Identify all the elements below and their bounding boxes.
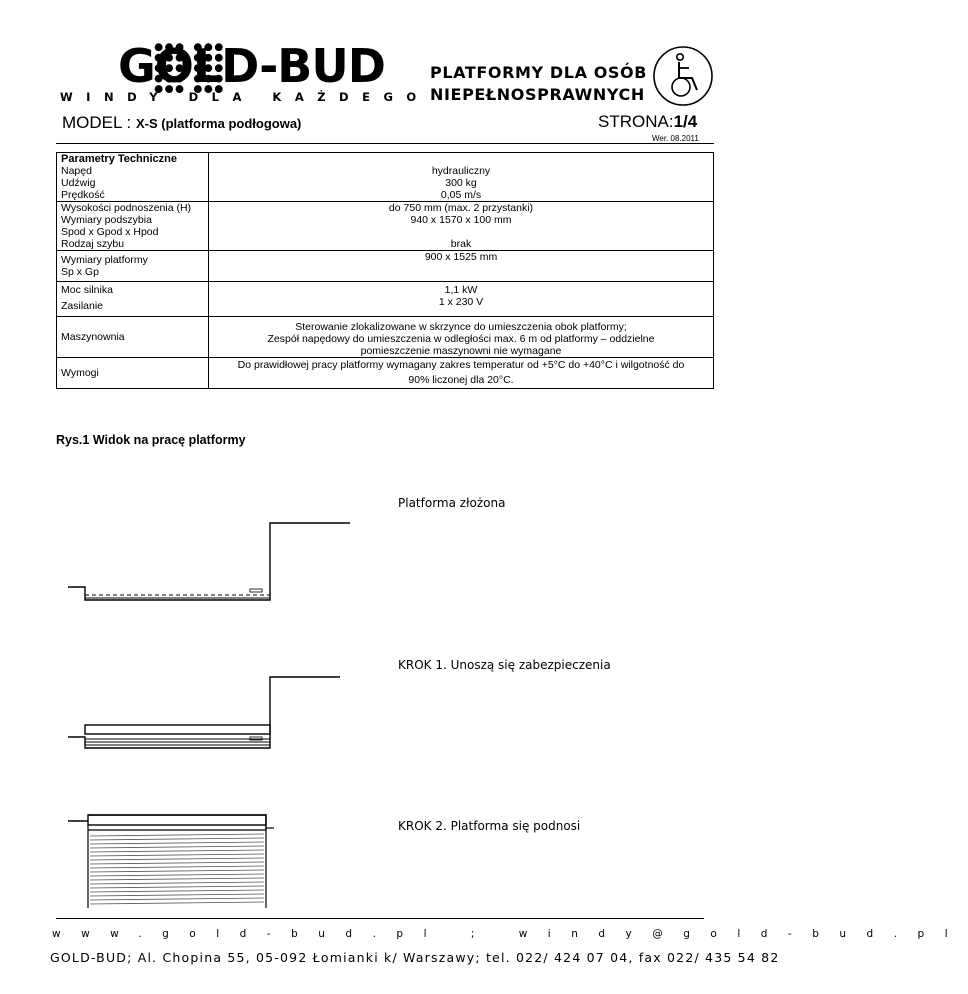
spec-label: Rodzaj szybu [57, 238, 209, 251]
step-label-step1: KROK 1. Unoszą się zabezpieczenia [398, 658, 611, 672]
wheelchair-icon [652, 45, 714, 107]
spec-value: do 750 mm (max. 2 przystanki) [388, 202, 534, 214]
spec-label: Moc silnika [57, 282, 209, 297]
spec-label: Udźwig [57, 177, 209, 189]
logo-tagline: WINDY DLA KAŻDEGO [60, 90, 430, 104]
spec-value: 1,1 kW [444, 284, 478, 296]
spec-label: Napęd [57, 165, 209, 177]
document-title [430, 62, 647, 106]
spec-label: Zasilanie [57, 296, 209, 317]
spec-value: Do prawidłowej pracy platformy wymagany zakres temperatur od +5°C do +40°C i wilgotność do 90% liczonej dla 20°C. [237, 359, 685, 386]
footer-address: GOLD-BUD; Al. Chopina 55, 05-092 Łomianki k/ Warszawy; tel. 022/ 424 07 04, fax 022/ 435 54 82 [50, 950, 780, 965]
page-label: STRONA: [598, 112, 674, 131]
spec-value: hydrauliczny [431, 165, 491, 177]
page-number [598, 112, 697, 132]
footer-rule [56, 918, 704, 919]
model-label: MODEL : [62, 113, 136, 132]
spec-label: Prędkość [57, 189, 209, 202]
spec-table [56, 152, 714, 389]
spec-value: brak [209, 238, 714, 251]
platform-step1-drawing [60, 673, 390, 755]
spec-label: Wymiary platformy Sp x Gp [57, 251, 209, 282]
spec-value: 1 x 230 V [209, 296, 714, 317]
spec-title: Parametry Techniczne [57, 153, 209, 165]
spec-label: Wymogi [57, 358, 209, 389]
step-label-step2: KROK 2. Platforma się podnosi [398, 819, 581, 833]
page-value: 1/4 [673, 112, 698, 131]
spec-value: 900 x 1525 mm [209, 251, 714, 282]
logo-wordmark: GOLD-BUD [118, 39, 385, 93]
model-line [62, 113, 301, 133]
step-label-folded: Platforma złożona [398, 496, 506, 510]
document-title-line2: NIEPEŁNOSPRAWNYCH [430, 85, 645, 104]
platform-step2-drawing [60, 812, 390, 912]
spec-value: 0,05 m/s [209, 189, 714, 202]
spec-value: 300 kg [445, 177, 477, 189]
header-rule [56, 143, 714, 144]
spec-label: Maszynownia [57, 317, 209, 358]
footer-web: www.gold-bud.pl ; windy@gold-bud.pl [52, 928, 968, 940]
figure-caption: Rys.1 Widok na pracę platformy [56, 433, 246, 447]
platform-folded-drawing [60, 515, 390, 610]
version-label: Wer. 08.2011 [652, 134, 699, 143]
spec-value: Sterowanie zlokalizowane w skrzynce do umieszczenia obok platformy; Zespół napędowy do umieszczenia w odległości max. 6 m od platformy – oddzielne pomieszczenie maszynowni nie wymagane [209, 317, 714, 358]
model-value: X-S (platforma podłogowa) [136, 116, 302, 131]
spec-value: 940 x 1570 x 100 mm [410, 214, 512, 226]
document-title-line1: PLATFORMY DLA OSÓB [430, 63, 648, 82]
spec-label: Wysokości podnoszenia (H) [57, 202, 209, 215]
spec-label: Wymiary podszybia Spod x Gpod x Hpod [57, 214, 209, 238]
